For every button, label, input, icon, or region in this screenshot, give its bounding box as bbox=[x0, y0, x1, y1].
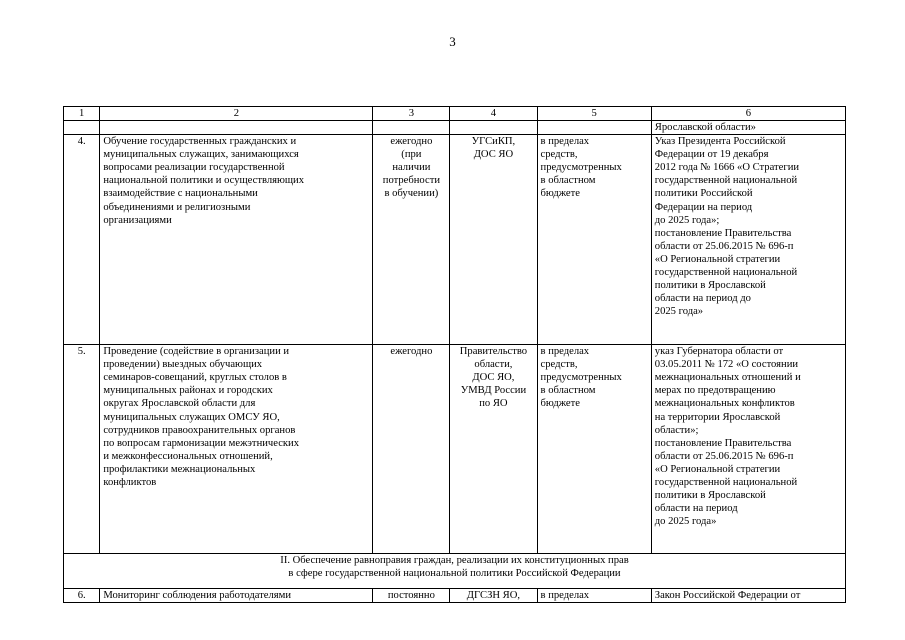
cell-number: 5. bbox=[64, 345, 100, 554]
cell-empty bbox=[64, 121, 100, 135]
table-row bbox=[64, 345, 846, 554]
cell-executors: Правительство области, ДОС ЯО, УМВД России по ЯО bbox=[450, 345, 537, 554]
cell-period: ежегодно (при наличии потребности в обучении) bbox=[373, 135, 450, 345]
cell-empty bbox=[537, 121, 651, 135]
cell-basis: Закон Российской Федерации от bbox=[651, 589, 845, 603]
continuation-row bbox=[64, 121, 846, 135]
cell-number: 4. bbox=[64, 135, 100, 345]
column-number-5: 5 bbox=[537, 107, 651, 121]
section-title: II. Обеспечение равноправия граждан, реализации их конституционных прав в сфере государственной национальной политики Российской Федерации bbox=[64, 554, 846, 589]
cell-empty bbox=[373, 121, 450, 135]
cell-empty bbox=[450, 121, 537, 135]
cell-funding: в пределах средств, предусмотренных в областном бюджете bbox=[537, 135, 651, 345]
table-row bbox=[64, 135, 846, 345]
cell-basis: Ярославской области» bbox=[651, 121, 845, 135]
cell-funding: в пределах bbox=[537, 589, 651, 603]
cell-activity: Мониторинг соблюдения работодателями bbox=[100, 589, 373, 603]
column-number-1: 1 bbox=[64, 107, 100, 121]
column-number-4: 4 bbox=[450, 107, 537, 121]
column-number-6: 6 bbox=[651, 107, 845, 121]
cell-period: ежегодно bbox=[373, 345, 450, 554]
cell-executors: ДГСЗН ЯО, bbox=[450, 589, 537, 603]
cell-executors: УГСиКП, ДОС ЯО bbox=[450, 135, 537, 345]
cell-activity: Проведение (содействие в организации и проведении) выездных обучающих семинаров-совещаний, круглых столов в муниципальных районах и городских округах Ярославской области для муниципальных служащих ОМСУ ЯО, сотрудников правоохранительных органов по вопросам гармонизации межэтнических и межконфессиональных отношений, профилактики межнациональных конфликтов bbox=[100, 345, 373, 554]
table-row bbox=[64, 589, 846, 603]
cell-basis: указ Губернатора области от 03.05.2011 № 172 «О состоянии межнациональных отношений и мерах по предотвращению межнациональных конфликтов на территории Ярославской области»; постановление Правительства области от 25.06.2015 № 696-п «О Региональной стратегии государственной национальной политики в Ярославской области на период до 2025 года» bbox=[651, 345, 845, 554]
section-header-row bbox=[64, 554, 846, 589]
cell-funding: в пределах средств, предусмотренных в областном бюджете bbox=[537, 345, 651, 554]
cell-number: 6. bbox=[64, 589, 100, 603]
action-plan-table bbox=[63, 106, 846, 603]
column-number-2: 2 bbox=[100, 107, 373, 121]
cell-basis: Указ Президента Российской Федерации от 19 декабря 2012 года № 1666 «О Стратегии государственной национальной политики Российской Федерации на период до 2025 года»; постановление Правительства области от 25.06.2015 № 696-п «О Региональной стратегии государственной национальной политики в Ярославской области на период до 2025 года» bbox=[651, 135, 845, 345]
column-number-row bbox=[64, 107, 846, 121]
cell-activity: Обучение государственных гражданских и муниципальных служащих, занимающихся вопросами реализации государственной национальной политики и осуществляющих взаимодействие с национальными объединениями и религиозными организациями bbox=[100, 135, 373, 345]
page-number: 3 bbox=[449, 34, 456, 49]
column-number-3: 3 bbox=[373, 107, 450, 121]
cell-empty bbox=[100, 121, 373, 135]
cell-period: постоянно bbox=[373, 589, 450, 603]
